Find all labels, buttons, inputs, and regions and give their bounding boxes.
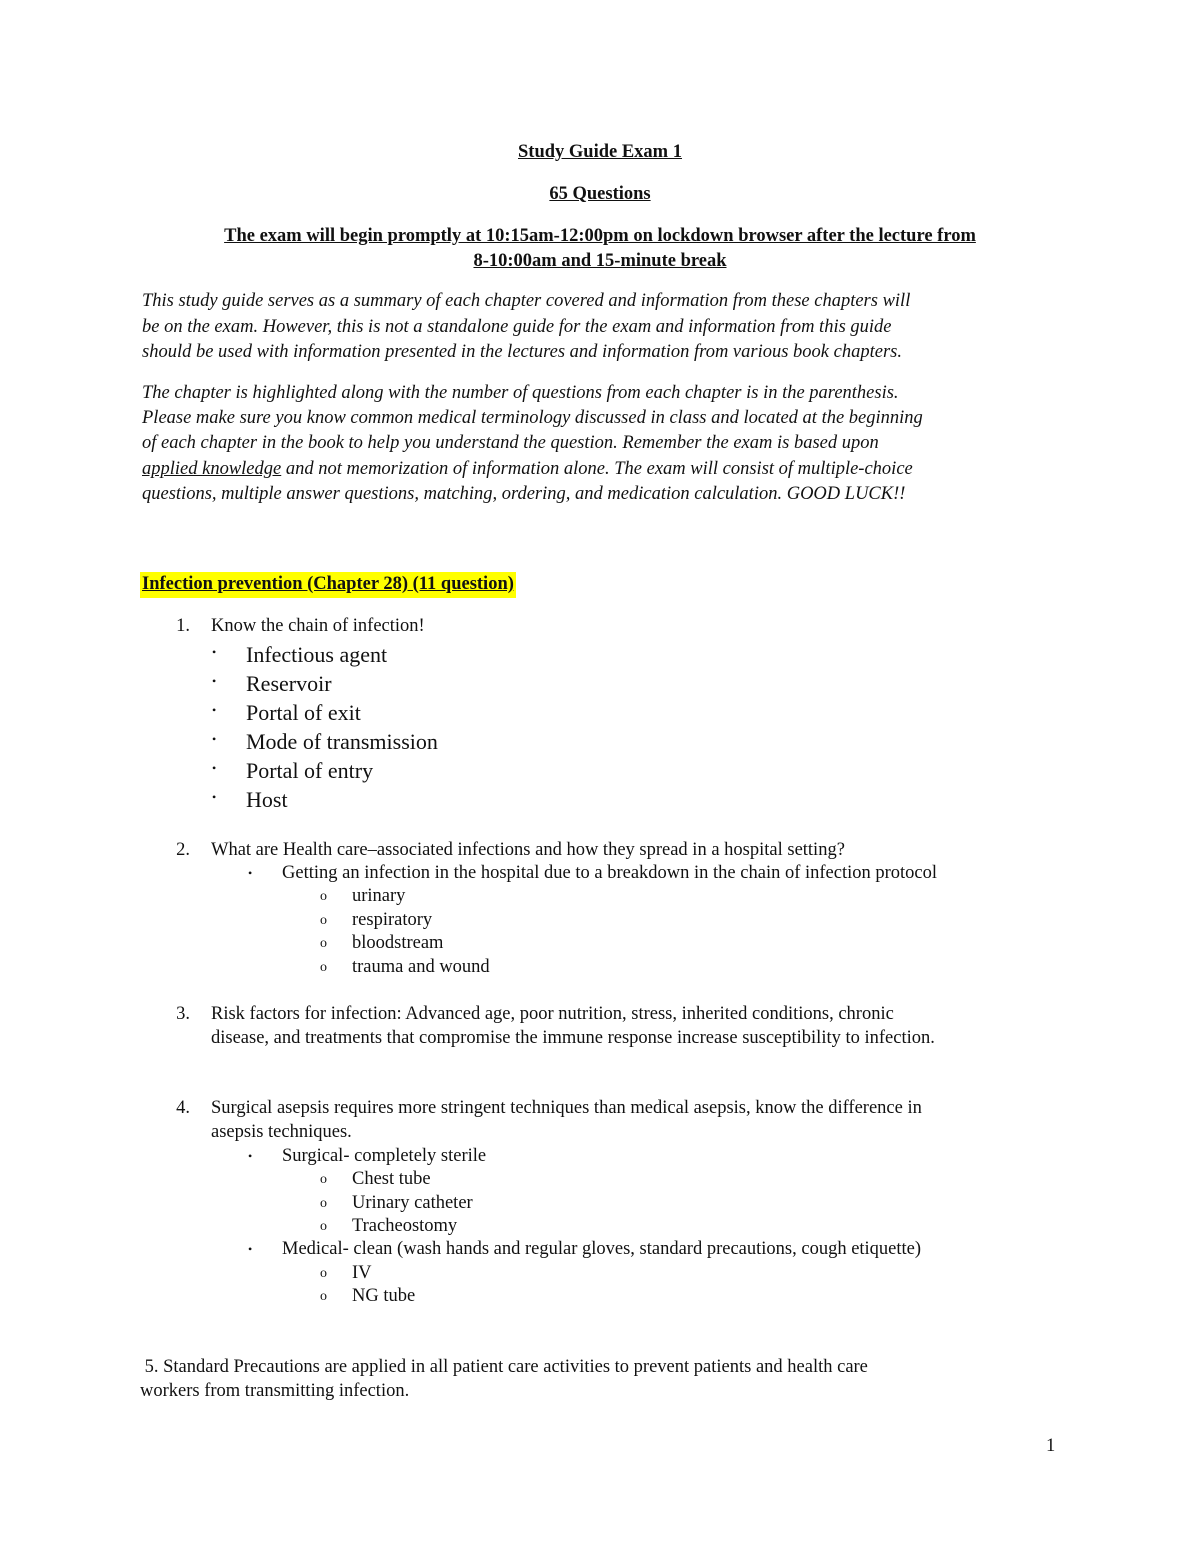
chain-item: Portal of exit	[246, 700, 361, 725]
doc-title: Study Guide Exam 1	[518, 142, 682, 162]
circle-bullet-icon: o	[320, 960, 327, 975]
intro-p1-line: This study guide serves as a summary of each chapter covered and information from these chapters will	[142, 291, 911, 311]
section-heading	[140, 574, 516, 595]
exam-time-line-1: The exam will begin promptly at 10:15am-12:00pm on lockdown browser after the lecture from	[224, 226, 976, 246]
item-text: What are Health care–associated infections and how they spread in a hospital setting?	[211, 840, 845, 860]
bullet-icon: •	[212, 761, 217, 775]
bullet-icon: •	[212, 645, 217, 659]
bullet-icon: •	[248, 1149, 253, 1163]
item-text: workers from transmitting infection.	[140, 1381, 410, 1401]
circle-bullet-icon: o	[320, 1289, 327, 1304]
sub-item: NG tube	[352, 1286, 416, 1306]
circle-bullet-icon: o	[320, 1219, 327, 1234]
intro-p1-line: be on the exam. However, this is not a standalone guide for the exam and information from this guide	[142, 317, 892, 337]
circle-bullet-icon: o	[320, 889, 327, 904]
item-text: Know the chain of infection!	[211, 616, 425, 636]
intro-p2-line: The chapter is highlighted along with the number of questions from each chapter is in the parenthesis.	[142, 383, 899, 403]
item-text: Risk factors for infection: Advanced age, poor nutrition, stress, inherited conditions, chronic	[211, 1004, 894, 1024]
item-text: Surgical asepsis requires more stringent techniques than medical asepsis, know the difference in	[211, 1098, 922, 1118]
bullet-text: Medical- clean (wash hands and regular gloves, standard precautions, cough etiquette)	[282, 1239, 922, 1259]
question-count: 65 Questions	[549, 184, 651, 204]
item-number: 1.	[176, 616, 190, 636]
intro-p2-line: questions, multiple answer questions, matching, ordering, and medication calculation. GOOD LUCK!!	[142, 484, 906, 504]
bullet-icon: •	[212, 732, 217, 746]
bullet-icon: •	[248, 866, 253, 880]
applied-knowledge-emphasis: applied knowledge	[142, 459, 282, 479]
bullet-icon: •	[212, 790, 217, 804]
item-text: asepsis techniques.	[211, 1122, 352, 1142]
chain-item: Reservoir	[246, 671, 332, 696]
circle-bullet-icon: o	[320, 936, 327, 951]
circle-bullet-icon: o	[320, 913, 327, 928]
sub-item: respiratory	[352, 910, 433, 930]
chain-item: Host	[246, 787, 288, 812]
section-heading-text: Infection prevention (Chapter 28) (11 question)	[140, 572, 516, 598]
intro-p2-line-rest: and not memorization of information alone. The exam will consist of multiple-choice	[281, 459, 913, 479]
bullet-icon: •	[212, 674, 217, 688]
page-number: 1	[1046, 1436, 1056, 1456]
intro-p2-line: of each chapter in the book to help you understand the question. Remember the exam is based upon	[142, 433, 879, 453]
exam-time-line-2: 8-10:00am and 15-minute break	[473, 251, 727, 271]
bullet-text: Surgical- completely sterile	[282, 1146, 487, 1166]
item-text: disease, and treatments that compromise the immune response increase susceptibility to infection.	[211, 1028, 935, 1048]
item-text: 5. Standard Precautions are applied in all patient care activities to prevent patients and health care	[140, 1357, 868, 1377]
sub-item: Tracheostomy	[352, 1216, 458, 1236]
bullet-icon: •	[212, 703, 217, 717]
bullet-text: Getting an infection in the hospital due to a breakdown in the chain of infection protocol	[282, 863, 938, 883]
bullet-icon: •	[248, 1242, 253, 1256]
intro-p2-line	[142, 459, 913, 480]
circle-bullet-icon: o	[320, 1196, 327, 1211]
intro-p2-line: Please make sure you know common medical terminology discussed in class and located at the beginning	[142, 408, 923, 428]
sub-item: trauma and wound	[352, 957, 490, 977]
sub-item: Urinary catheter	[352, 1193, 473, 1213]
circle-bullet-icon: o	[320, 1266, 327, 1281]
chain-item: Mode of transmission	[246, 729, 438, 754]
item-number: 2.	[176, 840, 190, 860]
sub-item: IV	[352, 1263, 372, 1283]
intro-p1-line: should be used with information presented in the lectures and information from various book chapters.	[142, 342, 902, 362]
chain-item: Infectious agent	[246, 642, 388, 667]
item-number: 3.	[176, 1004, 190, 1024]
item-number: 4.	[176, 1098, 190, 1118]
sub-item: bloodstream	[352, 933, 444, 953]
circle-bullet-icon: o	[320, 1172, 327, 1187]
sub-item: urinary	[352, 886, 406, 906]
chain-item: Portal of entry	[246, 758, 374, 783]
sub-item: Chest tube	[352, 1169, 431, 1189]
